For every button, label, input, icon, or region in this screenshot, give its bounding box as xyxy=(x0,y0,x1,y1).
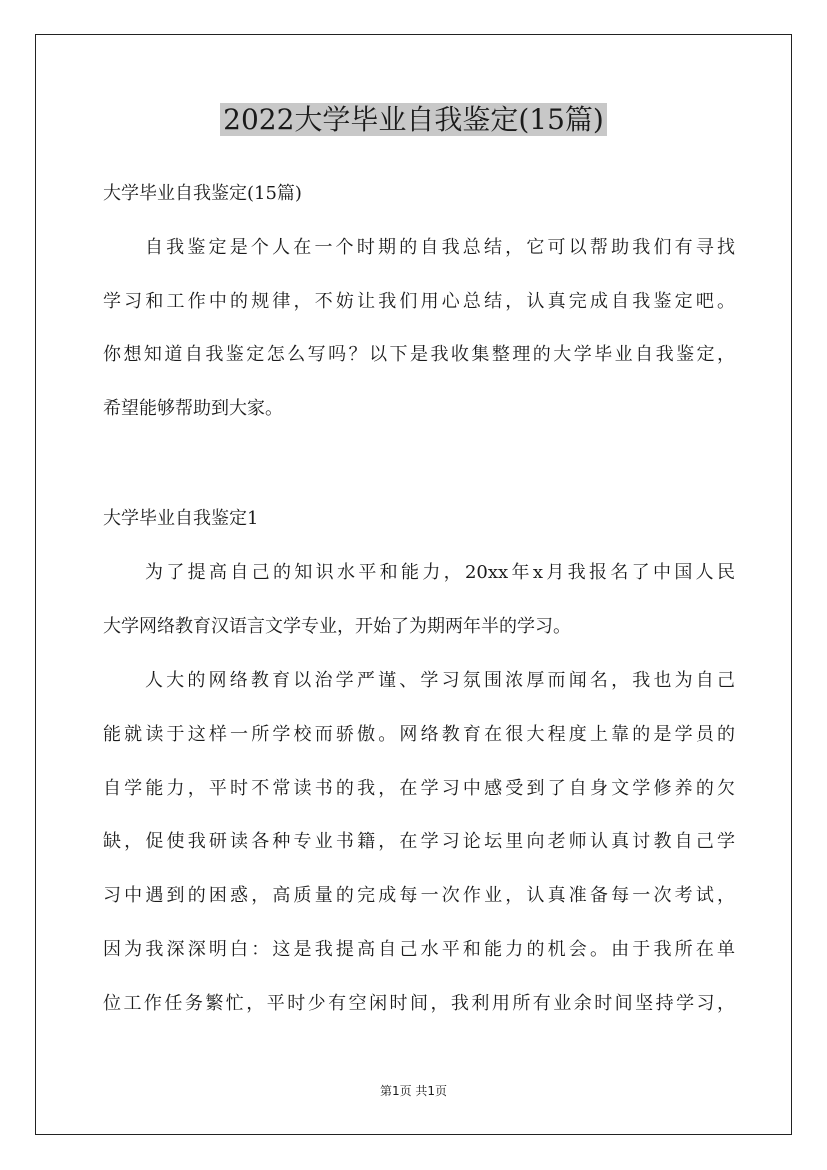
para2-line-3: 自学能力，平时不常读书的我，在学习中感受到了自身文学修养的欠 xyxy=(103,778,735,799)
para2-line-7: 位工作任务繁忙，平时少有空闲时间，我利用所有业余时间坚持学习， xyxy=(103,993,735,1014)
para2-line-6: 因为我深深明白：这是我提高自己水平和能力的机会。由于我所在单 xyxy=(103,939,735,960)
intro-line-3: 你想知道自我鉴定怎么写吗？以下是我收集整理的大学毕业自我鉴定， xyxy=(103,344,735,365)
section-heading: 大学毕业自我鉴定1 xyxy=(103,508,259,529)
intro-line-1: 自我鉴定是个人在一个时期的自我总结，它可以帮助我们有寻找 xyxy=(145,237,735,258)
intro-line-4: 希望能够帮助到大家。 xyxy=(103,398,283,419)
document-title xyxy=(0,98,827,142)
page-number-footer: 第1页 共1页 xyxy=(379,1084,448,1098)
intro-line-2: 学习和工作中的规律，不妨让我们用心总结，认真完成自我鉴定吧。 xyxy=(103,291,735,312)
para2-line-1: 人大的网络教育以治学严谨、学习氛围浓厚而闻名，我也为自己 xyxy=(145,670,735,691)
para1-line-2: 大学网络教育汉语言文学专业，开始了为期两年半的学习。 xyxy=(103,616,571,637)
para1-line-1: 为了提高自己的知识水平和能力，20xx年x月我报名了中国人民 xyxy=(145,562,735,583)
document-subtitle: 大学毕业自我鉴定(15篇) xyxy=(103,183,302,204)
para2-line-2: 能就读于这样一所学校而骄傲。网络教育在很大程度上靠的是学员的 xyxy=(103,724,735,745)
document-title-text: 2022大学毕业自我鉴定(15篇) xyxy=(220,103,607,136)
para2-line-5: 习中遇到的困惑，高质量的完成每一次作业，认真准备每一次考试， xyxy=(103,885,735,906)
para2-line-4: 缺，促使我研读各种专业书籍，在学习论坛里向老师认真讨教自己学 xyxy=(103,831,735,852)
